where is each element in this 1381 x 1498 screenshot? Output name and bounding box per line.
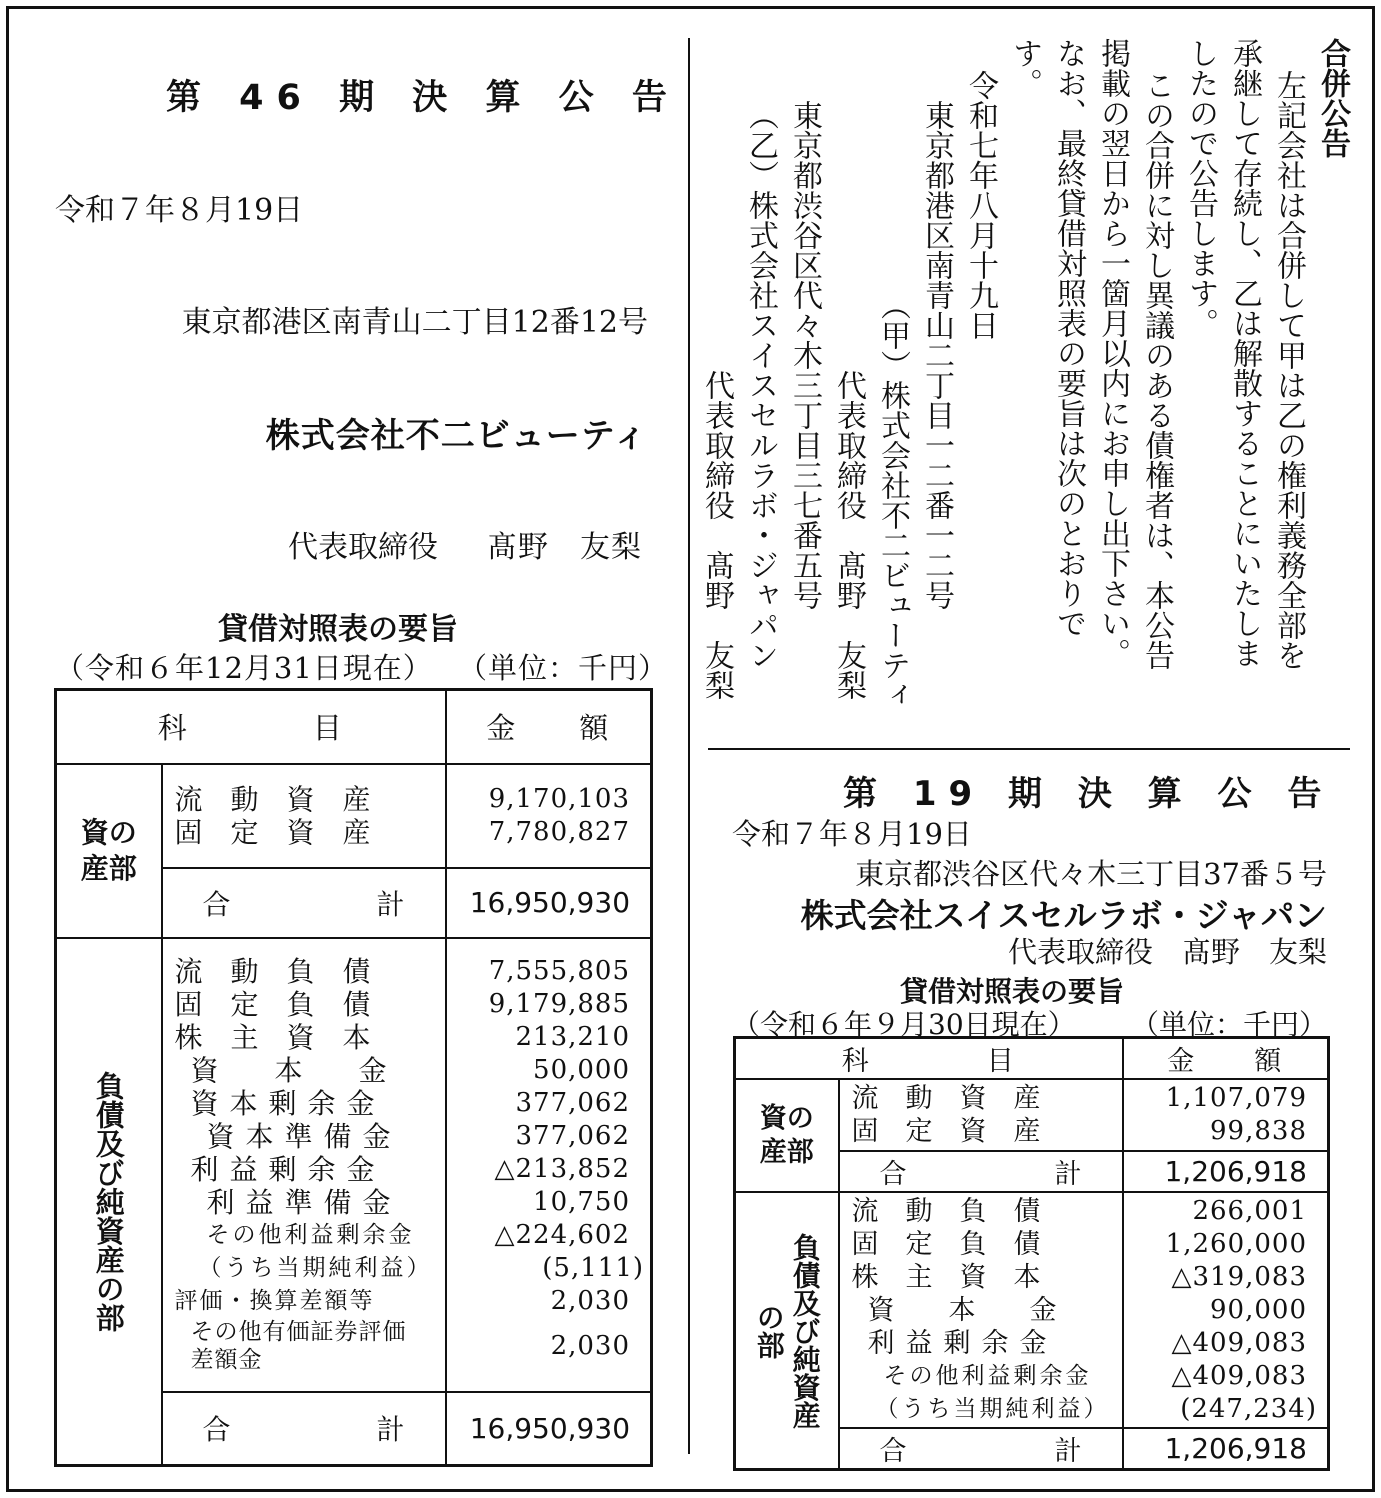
total-label-right: 計 [376, 887, 405, 921]
account-value: 266,001 [1192, 1195, 1307, 1226]
total-label-left: 合 [879, 1159, 907, 1190]
table-row [56, 938, 652, 1392]
account-label: （うち当期純利益） [198, 1255, 433, 1281]
liabilities-section-label: 負債及び純資産の部 [91, 1070, 126, 1332]
merger-notice-line: 東京都渋谷区代々木三丁目三七番五号 [787, 100, 822, 610]
account-value: 9,179,885 [488, 989, 631, 1019]
account-label: 流 動 資 産 [174, 782, 371, 816]
account-value: △319,083 [1171, 1261, 1307, 1292]
account-value: 2,030 [550, 1286, 631, 1316]
assets-section-label: 資の産部 [80, 815, 137, 885]
account-value: △213,852 [494, 1154, 631, 1184]
merger-notice-line: 代表取締役 髙野 友梨 [831, 370, 866, 700]
account-label: 固 定 資 産 [174, 815, 371, 849]
header-account: 科 目 [56, 690, 446, 764]
account-value: △224,602 [494, 1220, 631, 1250]
account-label: 株 主 資 本 [174, 1021, 371, 1054]
account-value: 90,000 [1210, 1294, 1307, 1325]
merger-notice-line: 承継して存続し、乙は解散することにいたしま [1227, 38, 1262, 668]
column-divider [688, 38, 690, 1454]
account-value: 213,210 [515, 1022, 631, 1052]
total-label-left: 合 [202, 1413, 231, 1447]
account-label: 資 本 金 [867, 1294, 1057, 1326]
account-value: 9,170,103 [488, 783, 631, 814]
account-value: △409,083 [1171, 1327, 1307, 1358]
left-bs-unit: （単位：千円） [458, 651, 669, 685]
merger-notice-line: 東京都港区南青山二丁目一二番一二号 [919, 100, 954, 610]
account-value: (247,234) [1180, 1393, 1317, 1424]
right-notice-address: 東京都渋谷区代々木三丁目37番５号 [855, 857, 1327, 891]
left-notice-company: 株式会社不二ビューティ [265, 416, 648, 456]
account-value: 7,555,805 [488, 956, 631, 986]
merger-notice-line: なお、最終貸借対照表の要旨は次のとおりで [1051, 38, 1086, 638]
liabilities-total-value: 16,950,930 [446, 1392, 652, 1466]
right-notice-company: 株式会社スイスセルラボ・ジャパン [800, 896, 1327, 935]
left-notice-rep-role: 代表取締役 [288, 530, 438, 565]
right-bs-title: 貸借対照表の要旨 [900, 975, 1125, 1008]
section-divider [708, 748, 1350, 750]
account-value: 377,062 [515, 1121, 631, 1151]
account-label: 固 定 負 債 [851, 1228, 1041, 1260]
account-value: 99,838 [1210, 1116, 1307, 1146]
left-notice-rep-name: 髙野 友梨 [487, 530, 642, 565]
right-bs-as-of: （令和６年９月30日現在） [732, 1008, 1076, 1041]
account-value: 10,750 [533, 1187, 631, 1217]
left-notice-date: 令和７年８月19日 [55, 193, 304, 228]
merger-notice-line: この合併に対し異議のある債権者は、本公告 [1139, 70, 1174, 670]
merger-notice-line: 掲載の翌日から一箇月以内にお申し出下さい。 [1095, 38, 1130, 668]
merger-notice-line: 代表取締役 髙野 友梨 [699, 370, 734, 700]
account-value: (5,111) [542, 1253, 645, 1283]
total-label-right: 計 [376, 1413, 405, 1447]
account-label: 資本剰余金 [190, 1087, 386, 1120]
table-header-row [735, 1038, 1329, 1080]
account-value: 7,780,827 [488, 816, 631, 847]
account-label: その他利益剰余金 [206, 1222, 415, 1248]
account-label: 利益剰余金 [867, 1327, 1058, 1359]
account-label: 固 定 負 債 [174, 988, 371, 1021]
total-label-left: 合 [202, 887, 231, 921]
account-label: （うち当期純利益） [875, 1395, 1110, 1422]
left-bs-as-of: （令和６年12月31日現在） [55, 651, 433, 685]
account-label: 利益準備金 [206, 1186, 402, 1219]
right-notice-rep: 代表取締役 髙野 友梨 [1007, 935, 1327, 969]
merger-notice-line: （乙）株式会社スイスセルラボ・ジャパン [743, 100, 778, 670]
merger-notice-title: 合併公告 [1315, 38, 1350, 158]
account-label: 流 動 負 債 [851, 1195, 1041, 1227]
table-row [735, 1192, 1329, 1428]
liabilities-total-value: 1,206,918 [1123, 1428, 1329, 1470]
table-row [56, 764, 652, 868]
right-balance-sheet [733, 1036, 1330, 1471]
account-label: 株 主 資 本 [851, 1261, 1041, 1293]
account-label: 資 本 金 [190, 1054, 387, 1087]
merger-notice-line: す。 [1007, 38, 1042, 98]
liabilities-section-label: 負債及び純資産の部 [752, 1232, 822, 1429]
assets-section-label: 資の産部 [759, 1102, 814, 1168]
account-label: その他有価証券評価差額金 [190, 1319, 407, 1373]
account-value: 1,260,000 [1165, 1228, 1307, 1259]
merger-notice-line: したので公告します。 [1183, 38, 1218, 338]
assets-total-value: 16,950,930 [446, 868, 652, 938]
left-notice-address: 東京都港区南青山二丁目12番12号 [181, 305, 648, 340]
right-notice-title: 第 19 期 決 算 公 告 [843, 774, 1334, 814]
account-value: 50,000 [533, 1055, 631, 1085]
header-amount: 金 額 [1123, 1038, 1329, 1080]
account-label: 資本準備金 [206, 1120, 402, 1153]
account-value: 1,107,079 [1165, 1083, 1307, 1113]
account-value: 377,062 [515, 1088, 631, 1118]
account-label: 利益剰余金 [190, 1153, 386, 1186]
account-label: 流 動 負 債 [174, 955, 371, 988]
total-label-left: 合 [879, 1436, 907, 1467]
merger-notice-date: 令和七年八月十九日 [963, 70, 998, 340]
account-label: その他利益剰余金 [883, 1362, 1092, 1389]
table-header-row [56, 690, 652, 764]
merger-notice-line: 左記会社は合併して甲は乙の権利義務全部を [1271, 70, 1306, 670]
left-bs-title: 貸借対照表の要旨 [218, 612, 458, 647]
total-label-right: 計 [1054, 1159, 1082, 1190]
account-label: 流 動 資 産 [851, 1083, 1041, 1114]
header-account: 科 目 [735, 1038, 1123, 1080]
right-notice-date: 令和７年８月19日 [732, 817, 972, 851]
assets-total-value: 1,206,918 [1123, 1151, 1329, 1192]
table-row [735, 1079, 1329, 1151]
total-label-right: 計 [1054, 1436, 1082, 1467]
account-value: △409,083 [1171, 1360, 1307, 1391]
merger-notice-line: （甲）株式会社不二ビューティ [875, 290, 910, 710]
account-label: 評価・換算差額等 [174, 1288, 375, 1314]
account-value: 2,030 [550, 1331, 631, 1361]
account-label: 固 定 資 産 [851, 1116, 1041, 1147]
right-bs-unit: （単位：千円） [1131, 1008, 1328, 1041]
header-amount: 金 額 [446, 690, 652, 764]
left-notice-title: 第 46 期 決 算 公 告 [166, 78, 680, 118]
left-balance-sheet [54, 688, 653, 1467]
